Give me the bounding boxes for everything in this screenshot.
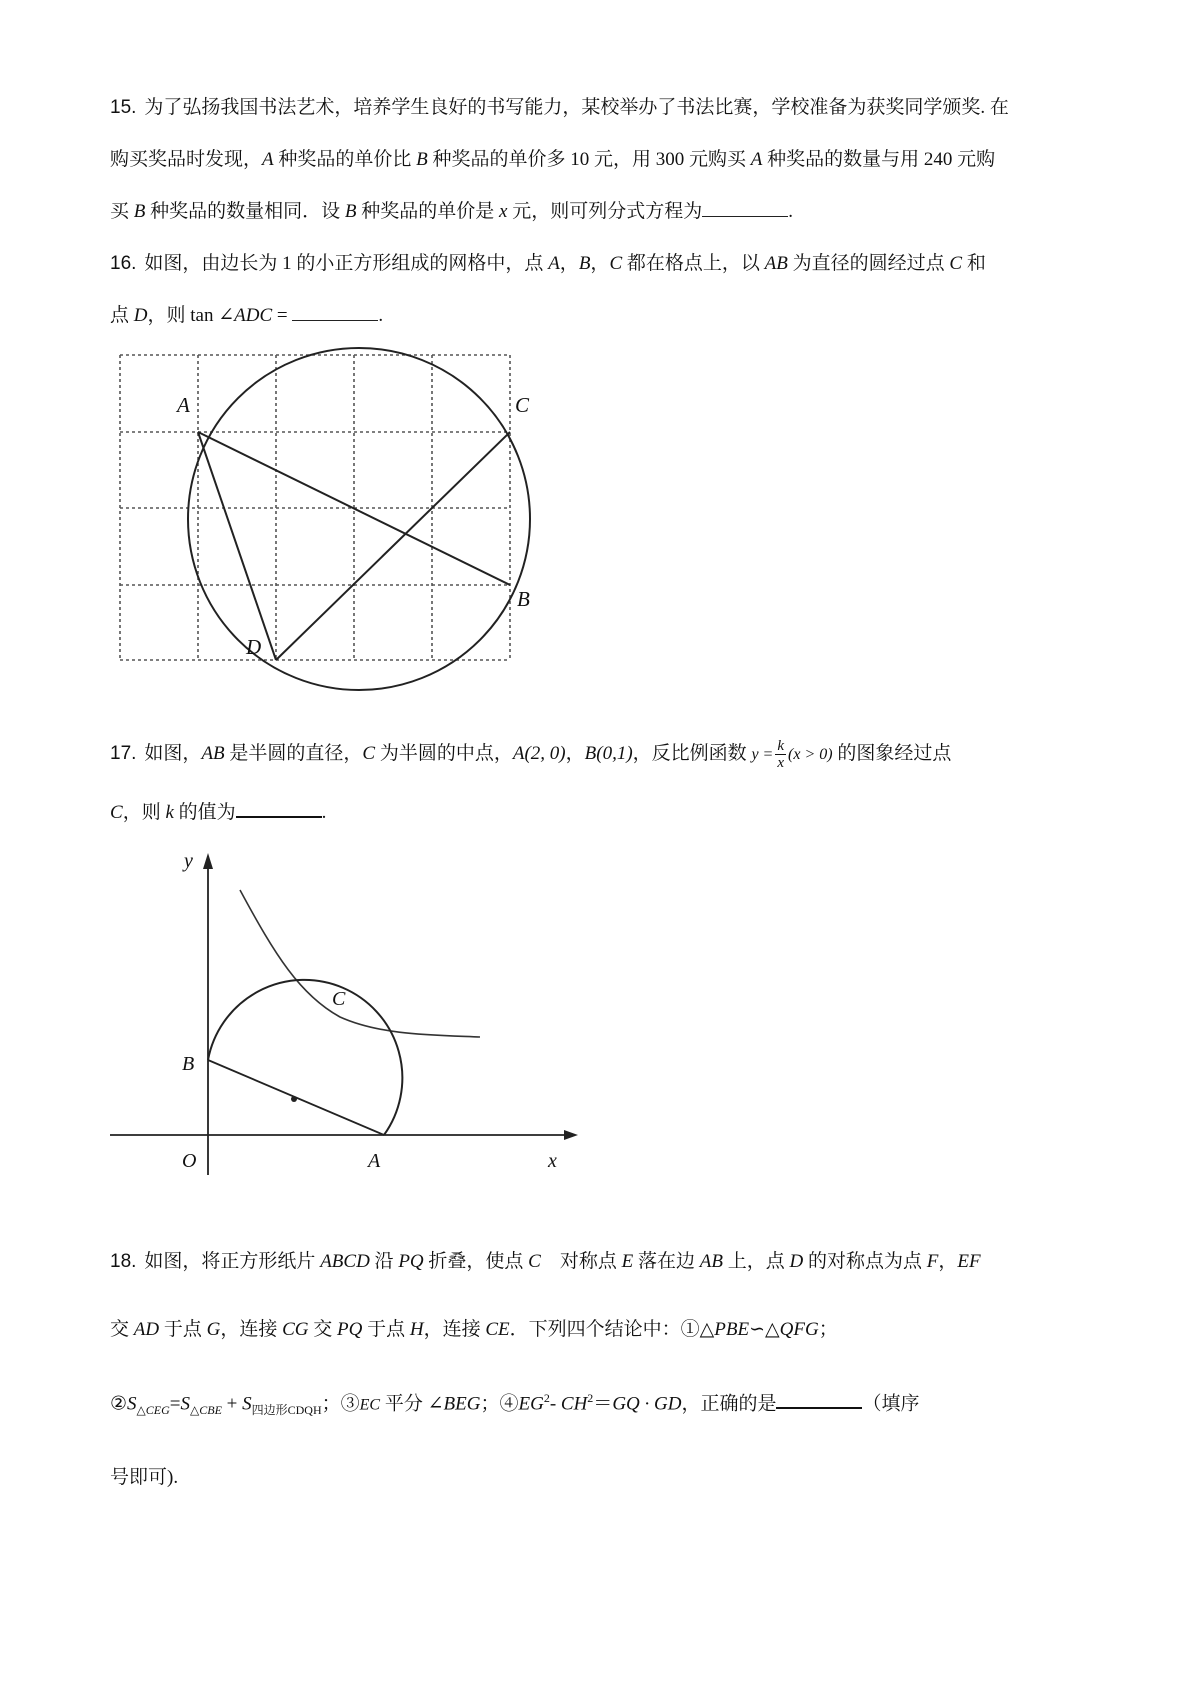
var-A: A xyxy=(750,149,763,170)
q17-text: 如图， xyxy=(144,743,202,764)
label-O: O xyxy=(182,1150,197,1172)
var-C: C xyxy=(528,1251,541,1272)
var-C: C xyxy=(362,743,376,764)
q15-text: 种奖品的数量相同．设 xyxy=(145,201,345,222)
q16-text: 点 xyxy=(110,305,134,326)
var-A: A xyxy=(548,253,560,274)
label-C: C xyxy=(515,393,530,417)
var-k: k xyxy=(165,802,174,823)
q18-line-2 xyxy=(110,1296,1095,1364)
var-AD: AD xyxy=(133,1319,160,1340)
var-S: S xyxy=(242,1393,252,1415)
var-EC: EC xyxy=(359,1396,381,1414)
q16-text: ，则 tan ∠ xyxy=(147,305,235,326)
q15-text: 种奖品的单价比 xyxy=(273,149,417,170)
q16-text: 如图，由边长为 1 的小正方形组成的网格中，点 xyxy=(144,253,549,274)
q15-line-2 xyxy=(110,134,1095,186)
var-QFG: QFG xyxy=(779,1319,819,1340)
var-CH: CH xyxy=(560,1393,588,1415)
label-B: B xyxy=(517,587,530,611)
q18-text: ．下列四个结论中：①△ xyxy=(509,1319,715,1340)
q16-text: = xyxy=(272,305,293,326)
q17-text: 是半圆的直径， xyxy=(224,743,363,764)
center-dot xyxy=(291,1096,297,1102)
label-A: A xyxy=(177,393,190,417)
q15-text: 种奖品的单价是 xyxy=(356,201,500,222)
q18-text: 的对称点为点 xyxy=(803,1251,927,1272)
var-S: S xyxy=(127,1393,137,1415)
q16-text: 为直径的圆经过点 xyxy=(787,253,950,274)
var-D: D xyxy=(789,1251,804,1272)
var-H: H xyxy=(409,1319,424,1340)
q16-grid-circle-figure xyxy=(105,350,530,670)
q18-text: 于点 xyxy=(362,1319,410,1340)
q17-semicircle-figure xyxy=(100,845,580,1185)
q16-line-2 xyxy=(110,290,1095,342)
q15-text: 购买奖品时发现， xyxy=(110,149,263,170)
q15-text: 种奖品的数量与用 240 元购 xyxy=(762,149,996,170)
var-CG: CG xyxy=(282,1319,309,1340)
answer-blank[interactable] xyxy=(236,798,322,818)
var-AB: AB xyxy=(699,1251,723,1272)
plus: + xyxy=(221,1393,243,1415)
var-C: C xyxy=(949,253,963,274)
var-C: C xyxy=(110,802,123,823)
q17-text: 的值为 xyxy=(173,802,236,823)
q18-text: 平分 ∠ xyxy=(380,1393,444,1415)
q16-text: 和 xyxy=(962,253,986,274)
q18-line-1 xyxy=(110,1228,1095,1296)
x-axis-arrow xyxy=(564,1130,578,1140)
answer-blank[interactable] xyxy=(702,198,788,217)
q18-text: （填序 xyxy=(862,1393,920,1415)
q18-text: 号即可). xyxy=(110,1467,179,1489)
q17-text: ，则 xyxy=(122,802,166,823)
q17-line-1 xyxy=(110,728,1095,781)
frac-numerator: k xyxy=(777,738,785,755)
var-E: E xyxy=(621,1251,634,1272)
domain-condition: (x > 0) xyxy=(788,746,833,763)
q18-text: ；④ xyxy=(480,1393,519,1415)
label-D: D xyxy=(246,635,262,659)
similar-symbol: ∽ xyxy=(749,1319,766,1340)
var-B: B xyxy=(416,149,428,170)
answer-blank[interactable] xyxy=(292,302,378,321)
q18-text: ； xyxy=(818,1319,838,1340)
point-A-coords: A(2, 0) xyxy=(512,743,566,764)
var-BEG: BEG xyxy=(443,1393,481,1415)
q18-text: ；③ xyxy=(321,1393,360,1415)
q18-text: 上，点 xyxy=(722,1251,790,1272)
q17-line-2 xyxy=(110,787,1095,839)
q18-text: 折叠，使点 xyxy=(423,1251,529,1272)
q18-text: 交 xyxy=(308,1319,338,1340)
label-y: y xyxy=(184,850,193,872)
sep: ， xyxy=(590,253,610,274)
q15-text: 买 xyxy=(110,201,134,222)
period: . xyxy=(321,802,327,823)
q18-text: 沿 xyxy=(369,1251,399,1272)
question-18 xyxy=(110,1228,1095,1512)
question-16 xyxy=(110,238,1095,342)
q16-label-D-layer xyxy=(240,632,280,662)
label-x: x xyxy=(548,1150,557,1172)
q18-text: ② xyxy=(110,1393,128,1415)
q18-text: 交 xyxy=(110,1319,134,1340)
label-C: C xyxy=(332,988,346,1010)
q18-text: ，正确的是 xyxy=(681,1393,777,1415)
var-ADC: ADC xyxy=(234,305,273,326)
var-PQ: PQ xyxy=(398,1251,424,1272)
var-S: S xyxy=(180,1393,190,1415)
period: . xyxy=(378,305,384,326)
y-axis-arrow xyxy=(203,853,213,869)
var-D: D xyxy=(133,305,148,326)
var-F: F xyxy=(926,1251,939,1272)
minus: - xyxy=(549,1393,561,1415)
q18-text: 如图，将正方形纸片 xyxy=(144,1251,321,1272)
var-A: A xyxy=(262,149,274,170)
question-number: 15. xyxy=(110,97,137,118)
var-x: x xyxy=(499,201,508,222)
triangle-symbol: △ xyxy=(765,1319,780,1340)
q17-text: ，反比例函数 xyxy=(632,743,752,764)
var-PQ: PQ xyxy=(337,1319,363,1340)
q18-text: 落在边 xyxy=(633,1251,700,1272)
var-EG: EG xyxy=(518,1393,544,1415)
subscript-CDQH: 四边形CDQH xyxy=(251,1403,322,1418)
question-number: 18. xyxy=(110,1251,137,1272)
equals: = xyxy=(169,1393,181,1415)
question-number: 16. xyxy=(110,253,137,274)
label-B: B xyxy=(182,1053,195,1075)
q17-text: ， xyxy=(565,743,585,764)
q15-text: 种奖品的单价多 10 元，用 300 元购买 xyxy=(427,149,751,170)
var-EF: EF xyxy=(957,1251,981,1272)
function-lhs: y = xyxy=(751,746,774,763)
q15-text: 元，则可列分式方程为 xyxy=(507,201,703,222)
q16-line-1 xyxy=(110,238,1095,290)
var-B: B xyxy=(344,201,357,222)
q18-line-3 xyxy=(110,1364,1095,1444)
q18-text: ，连接 xyxy=(423,1319,486,1340)
q18-line-4 xyxy=(110,1444,1095,1512)
q15-line-3 xyxy=(110,186,1095,238)
var-ABCD: ABCD xyxy=(320,1251,370,1272)
segment-DC xyxy=(276,432,510,660)
equals: ＝ xyxy=(593,1393,613,1415)
question-number: 17. xyxy=(110,743,137,764)
answer-blank[interactable] xyxy=(776,1389,862,1409)
q17-text: 的图象经过点 xyxy=(832,743,952,764)
q17-text: 为半圆的中点， xyxy=(375,743,513,764)
q18-text: 于点 xyxy=(159,1319,207,1340)
var-CE: CE xyxy=(485,1319,510,1340)
fraction-k-over-x xyxy=(775,738,786,771)
subscript-CBE: △CBE xyxy=(190,1403,222,1418)
q18-text: ， xyxy=(938,1251,958,1272)
q18-text: 对称点 xyxy=(540,1251,622,1272)
var-C: C xyxy=(609,253,623,274)
var-GQ-GD: GQ · GD xyxy=(612,1393,682,1415)
var-PBE: PBE xyxy=(714,1319,750,1340)
superscript-2: 2 xyxy=(587,1391,594,1405)
question-15 xyxy=(110,82,1095,238)
var-AB: AB xyxy=(201,743,225,764)
point-B-coords: B(0,1) xyxy=(584,743,633,764)
period: . xyxy=(788,201,793,222)
var-G: G xyxy=(206,1319,221,1340)
semicircle-arc xyxy=(208,980,402,1135)
var-AB: AB xyxy=(764,253,788,274)
var-B: B xyxy=(133,201,146,222)
q16-text: 都在格点上，以 xyxy=(622,253,765,274)
frac-denominator: x xyxy=(777,755,785,772)
q15-line-1 xyxy=(110,82,1095,134)
superscript-2: 2 xyxy=(543,1391,550,1405)
q15-text: 为了弘扬我国书法艺术，培养学生良好的书写能力，某校举办了书法比赛，学校准备为获奖同学颁奖. 在 xyxy=(144,97,1009,118)
sep: ， xyxy=(559,253,579,274)
question-17 xyxy=(110,728,1095,839)
subscript-CEG: △CEG xyxy=(136,1403,170,1418)
label-A: A xyxy=(368,1150,381,1172)
q18-text: ，连接 xyxy=(220,1319,283,1340)
var-B: B xyxy=(578,253,591,274)
hyperbola-curve xyxy=(240,890,480,1037)
segment-AD xyxy=(198,432,276,660)
